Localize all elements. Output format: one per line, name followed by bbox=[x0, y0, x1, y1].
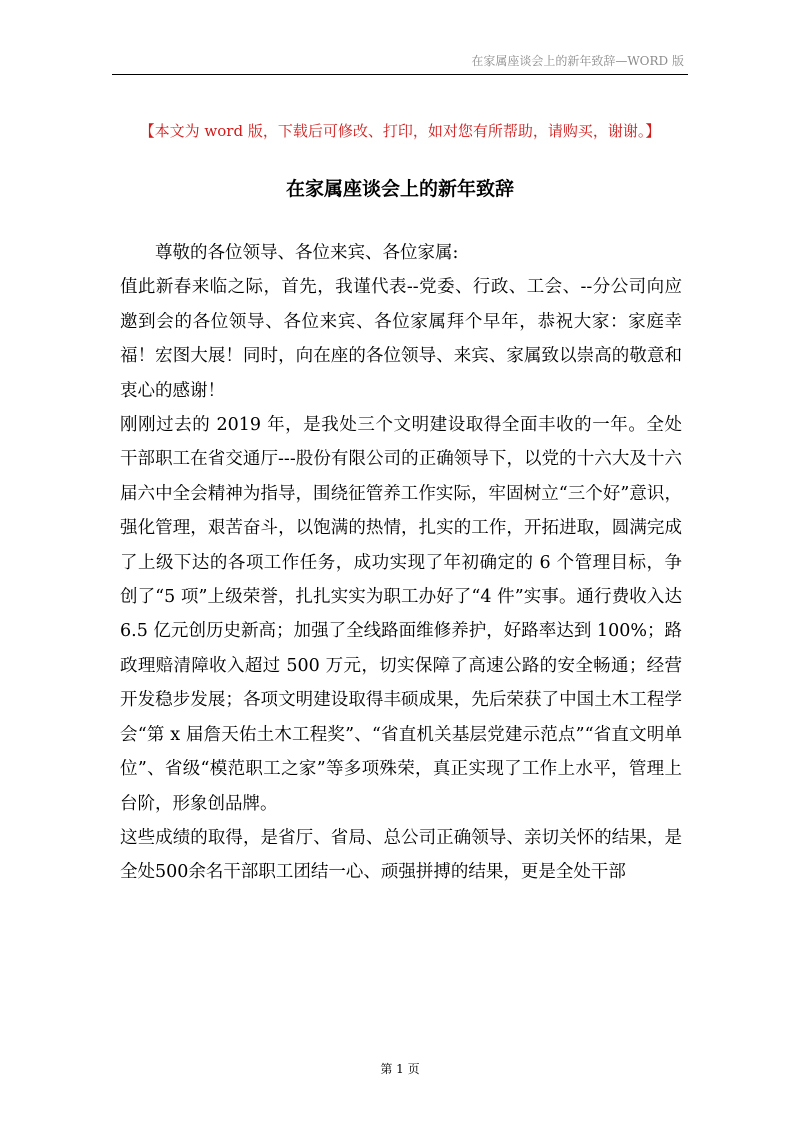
body-paragraph: 值此新春来临之际，首先，我谨代表--党委、行政、工会、--分公司向应邀到会的各位领导、各位来宾、各位家属拜个早年，恭祝大家：家庭幸福！宏图大展！同时，向在座的各位领导、来宾、家属致以崇高的敬意和衷心的感谢！ bbox=[120, 277, 682, 401]
document-body bbox=[120, 236, 682, 890]
purchase-notice: 【本文为 word 版，下载后可修改、打印，如对您有所帮助，请购买，谢谢。】 bbox=[139, 122, 661, 140]
running-header-title: 在家属座谈会上的新年致辞—WORD 版 bbox=[471, 54, 684, 68]
header-divider bbox=[112, 74, 688, 75]
body-paragraph: 这些成绩的取得，是省厅、省局、总公司正确领导、亲切关怀的结果，是全处500余名干部职工团结一心、顽强拼搏的结果，更是全处干部 bbox=[120, 827, 682, 883]
page-number: 第 1 页 bbox=[380, 1062, 420, 1076]
document-title: 在家属座谈会上的新年致辞 bbox=[285, 178, 514, 200]
salutation-paragraph: 尊敬的各位领导、各位来宾、各位家属: bbox=[155, 243, 459, 263]
body-paragraph: 刚刚过去的 2019 年，是我处三个文明建设取得全面丰收的一年。全处干部职工在省交通厅---股份有限公司的正确领导下，以党的十六大及十六届六中全会精神为指导，围绕征管养工作实际，牢固树立“三个好”意识，强化管理，艰苦奋斗，以饱满的热情，扎实的工作，开拓进取，圆满完成了上级下达的各项工作任务，成功实现了年初确定的 6 个管理目标，争创了“5 项”上级荣誉，扎扎实实为职工办好了“4 件”实事。通行费收入达 6.5 亿元创历史新高；加强了全线路面维修养护，好路率达到 100%；路政理赔清障收入超过 500 万元，切实保障了高速公路的安全畅通；经营开发稳步发展；各项文明建设取得丰硕成果，先后荣获了中国土木工程学会“第 x 届詹天佑土木工程奖”、“省直机关基层党建示范点”“省直文明单位”、省级“模范职工之家”等多项殊荣，真正实现了工作上水平，管理上台阶，形象创品牌。 bbox=[120, 415, 682, 814]
